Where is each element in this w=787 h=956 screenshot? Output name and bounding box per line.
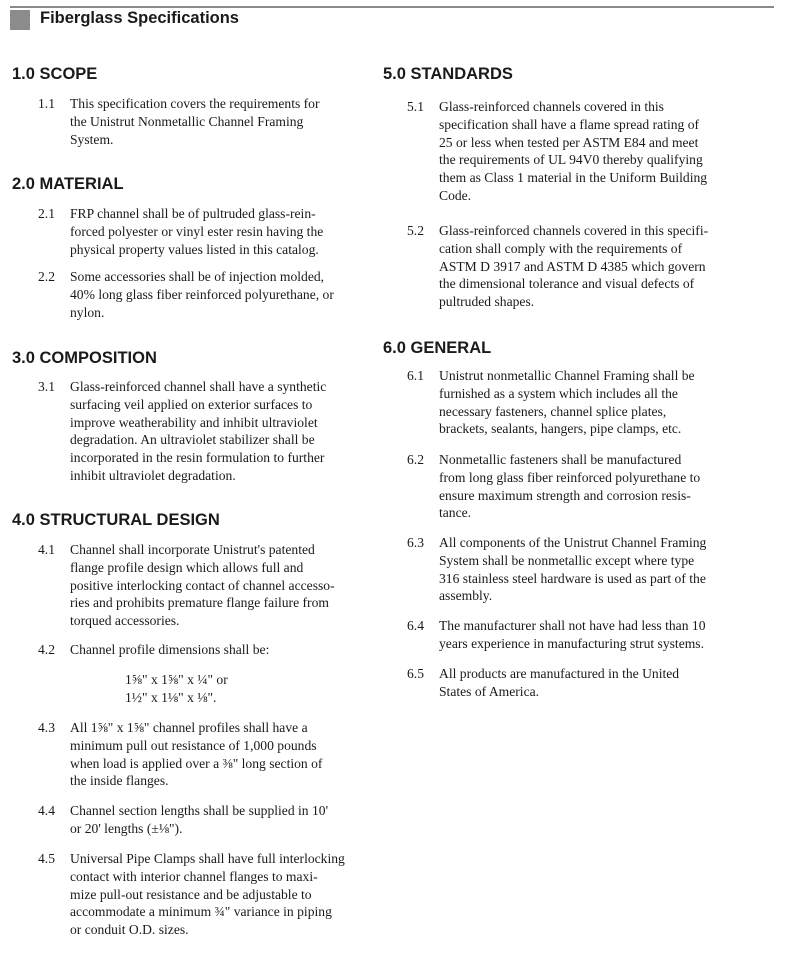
item-number: 1.1 <box>38 96 55 111</box>
text-line: Some accessories shall be of injection molded, <box>70 269 325 284</box>
item-text <box>70 641 269 659</box>
item-number: 5.2 <box>407 223 424 238</box>
item-number: 4.4 <box>38 803 55 818</box>
item-number: 3.1 <box>38 379 55 394</box>
text-line: necessary fasteners, channel splice plates, <box>439 403 667 419</box>
text-line: cation shall comply with the requirements of <box>439 240 683 256</box>
text-line: the dimensional tolerance and visual defects of <box>439 276 695 292</box>
item-number: 6.1 <box>407 368 424 383</box>
item-text <box>439 534 706 605</box>
dimension-line: 1⅝" x 1⅝" x ¼" or <box>125 672 228 687</box>
text-line: 40% long glass fiber reinforced polyurethane, or <box>70 286 334 302</box>
text-line: from long glass fiber reinforced polyurethane to <box>439 469 701 485</box>
text-line: The manufacturer shall not have had less than 10 <box>439 618 706 633</box>
text-line: inhibit ultraviolet degradation. <box>70 467 236 483</box>
item-text <box>70 541 335 630</box>
section-title-material: 2.0 MATERIAL <box>12 175 124 193</box>
text-line: All components of the Unistrut Channel Framing <box>439 535 707 550</box>
text-line: 316 stainless steel hardware is used as part of the <box>439 570 706 586</box>
text-line: the requirements of UL 94V0 thereby qualifying <box>439 152 703 168</box>
item-number: 6.2 <box>407 452 424 467</box>
text-line: them as Class 1 material in the Uniform Building <box>439 170 708 186</box>
item-text <box>70 802 328 838</box>
item-number: 2.2 <box>38 269 55 284</box>
text-line: minimum pull out resistance of 1,000 pounds <box>70 737 317 753</box>
document-header <box>10 6 774 32</box>
text-line: surfacing veil applied on exterior surfaces to <box>70 396 313 412</box>
text-line: Channel section lengths shall be supplied in 10' <box>70 803 329 818</box>
item-text <box>70 95 320 148</box>
item-number: 4.3 <box>38 720 55 735</box>
text-line: or 20' lengths (±⅛"). <box>70 820 183 836</box>
text-line: degradation. An ultraviolet stabilizer shall be <box>70 432 315 448</box>
text-line: System. <box>70 131 114 147</box>
text-line: Unistrut nonmetallic Channel Framing shall be <box>439 368 695 383</box>
text-line: All 1⅝" x 1⅝" channel profiles shall have a <box>70 720 308 735</box>
text-line: or conduit O.D. sizes. <box>70 922 189 938</box>
text-line: pultruded shapes. <box>439 294 535 310</box>
text-line: tance. <box>439 505 472 521</box>
text-line: Glass-reinforced channel shall have a synthetic <box>70 379 327 394</box>
text-line: ries and prohibits premature flange failure from <box>70 595 329 611</box>
text-line: the inside flanges. <box>70 773 169 789</box>
item-text <box>439 98 707 205</box>
text-line: System shall be nonmetallic except where type <box>439 552 695 568</box>
text-line: physical property values listed in this catalog. <box>70 241 319 257</box>
item-number: 6.3 <box>407 535 424 550</box>
item-number: 4.1 <box>38 542 55 557</box>
text-line: This specification covers the requirements for <box>70 96 320 111</box>
text-line: mize pull-out resistance and be adjustable to <box>70 886 312 902</box>
text-line: incorporated in the resin formulation to further <box>70 450 325 466</box>
text-line: Code. <box>439 187 472 203</box>
section-title-structural-design: 4.0 STRUCTURAL DESIGN <box>12 511 220 529</box>
item-text <box>70 268 334 321</box>
item-number: 4.5 <box>38 851 55 866</box>
text-line: torqued accessories. <box>70 613 180 629</box>
text-line: years experience in manufacturing strut systems. <box>439 635 704 651</box>
item-text <box>70 850 345 939</box>
text-line: accommodate a minimum ¾" variance in piping <box>70 904 332 920</box>
text-line: All products are manufactured in the United <box>439 666 680 681</box>
item-text <box>439 617 706 653</box>
item-text <box>70 378 326 485</box>
item-number: 2.1 <box>38 206 55 221</box>
text-line: Glass-reinforced channels covered in this specifi- <box>439 223 709 238</box>
text-line: improve weatherability and inhibit ultraviolet <box>70 414 318 430</box>
section-title-general: 6.0 GENERAL <box>383 339 492 357</box>
text-line: specification shall have a flame spread rating of <box>439 116 700 132</box>
text-line: flange profile design which allows full and <box>70 559 304 575</box>
text-line: positive interlocking contact of channel accesso- <box>70 577 335 593</box>
text-line: Universal Pipe Clamps shall have full interlocking <box>70 851 345 866</box>
item-number: 6.5 <box>407 666 424 681</box>
text-line: 25 or less when tested per ASTM E84 and meet <box>439 134 699 150</box>
text-line: States of America. <box>439 683 540 699</box>
item-number: 6.4 <box>407 618 424 633</box>
item-text <box>70 719 322 790</box>
item-number: 4.2 <box>38 642 55 657</box>
item-text <box>439 367 695 438</box>
text-line: when load is applied over a ⅜" long section of <box>70 755 323 771</box>
section-title-composition: 3.0 COMPOSITION <box>12 349 157 367</box>
text-line: contact with interior channel flanges to maxi- <box>70 868 318 884</box>
text-line: brackets, sealants, hangers, pipe clamps, etc. <box>439 421 682 437</box>
text-line: Nonmetallic fasteners shall be manufactured <box>439 452 682 467</box>
page-title: Fiberglass Specifications <box>40 9 239 27</box>
text-line: furnished as a system which includes all the <box>439 385 678 401</box>
text-line: forced polyester or vinyl ester resin having the <box>70 223 324 239</box>
text-line: nylon. <box>70 304 105 320</box>
item-text <box>439 665 679 701</box>
section-title-scope: 1.0 SCOPE <box>12 65 98 83</box>
text-line: ensure maximum strength and corrosion resis- <box>439 487 691 503</box>
item-text <box>70 205 323 258</box>
item-text <box>439 222 708 311</box>
text-line: FRP channel shall be of pultruded glass-rein- <box>70 206 316 221</box>
item-text <box>439 451 700 522</box>
text-line: Channel profile dimensions shall be: <box>70 642 270 657</box>
text-line: Channel shall incorporate Unistrut's patented <box>70 542 315 557</box>
item-number: 5.1 <box>407 99 424 114</box>
dimension-line: 1½" x 1⅛" x ⅛". <box>125 690 217 705</box>
text-line: ASTM D 3917 and ASTM D 4385 which govern <box>439 258 706 274</box>
header-accent-block <box>10 10 30 30</box>
text-line: Glass-reinforced channels covered in this <box>439 99 664 114</box>
text-line: assembly. <box>439 588 493 604</box>
section-title-standards: 5.0 STANDARDS <box>383 65 513 83</box>
text-line: the Unistrut Nonmetallic Channel Framing <box>70 113 304 129</box>
